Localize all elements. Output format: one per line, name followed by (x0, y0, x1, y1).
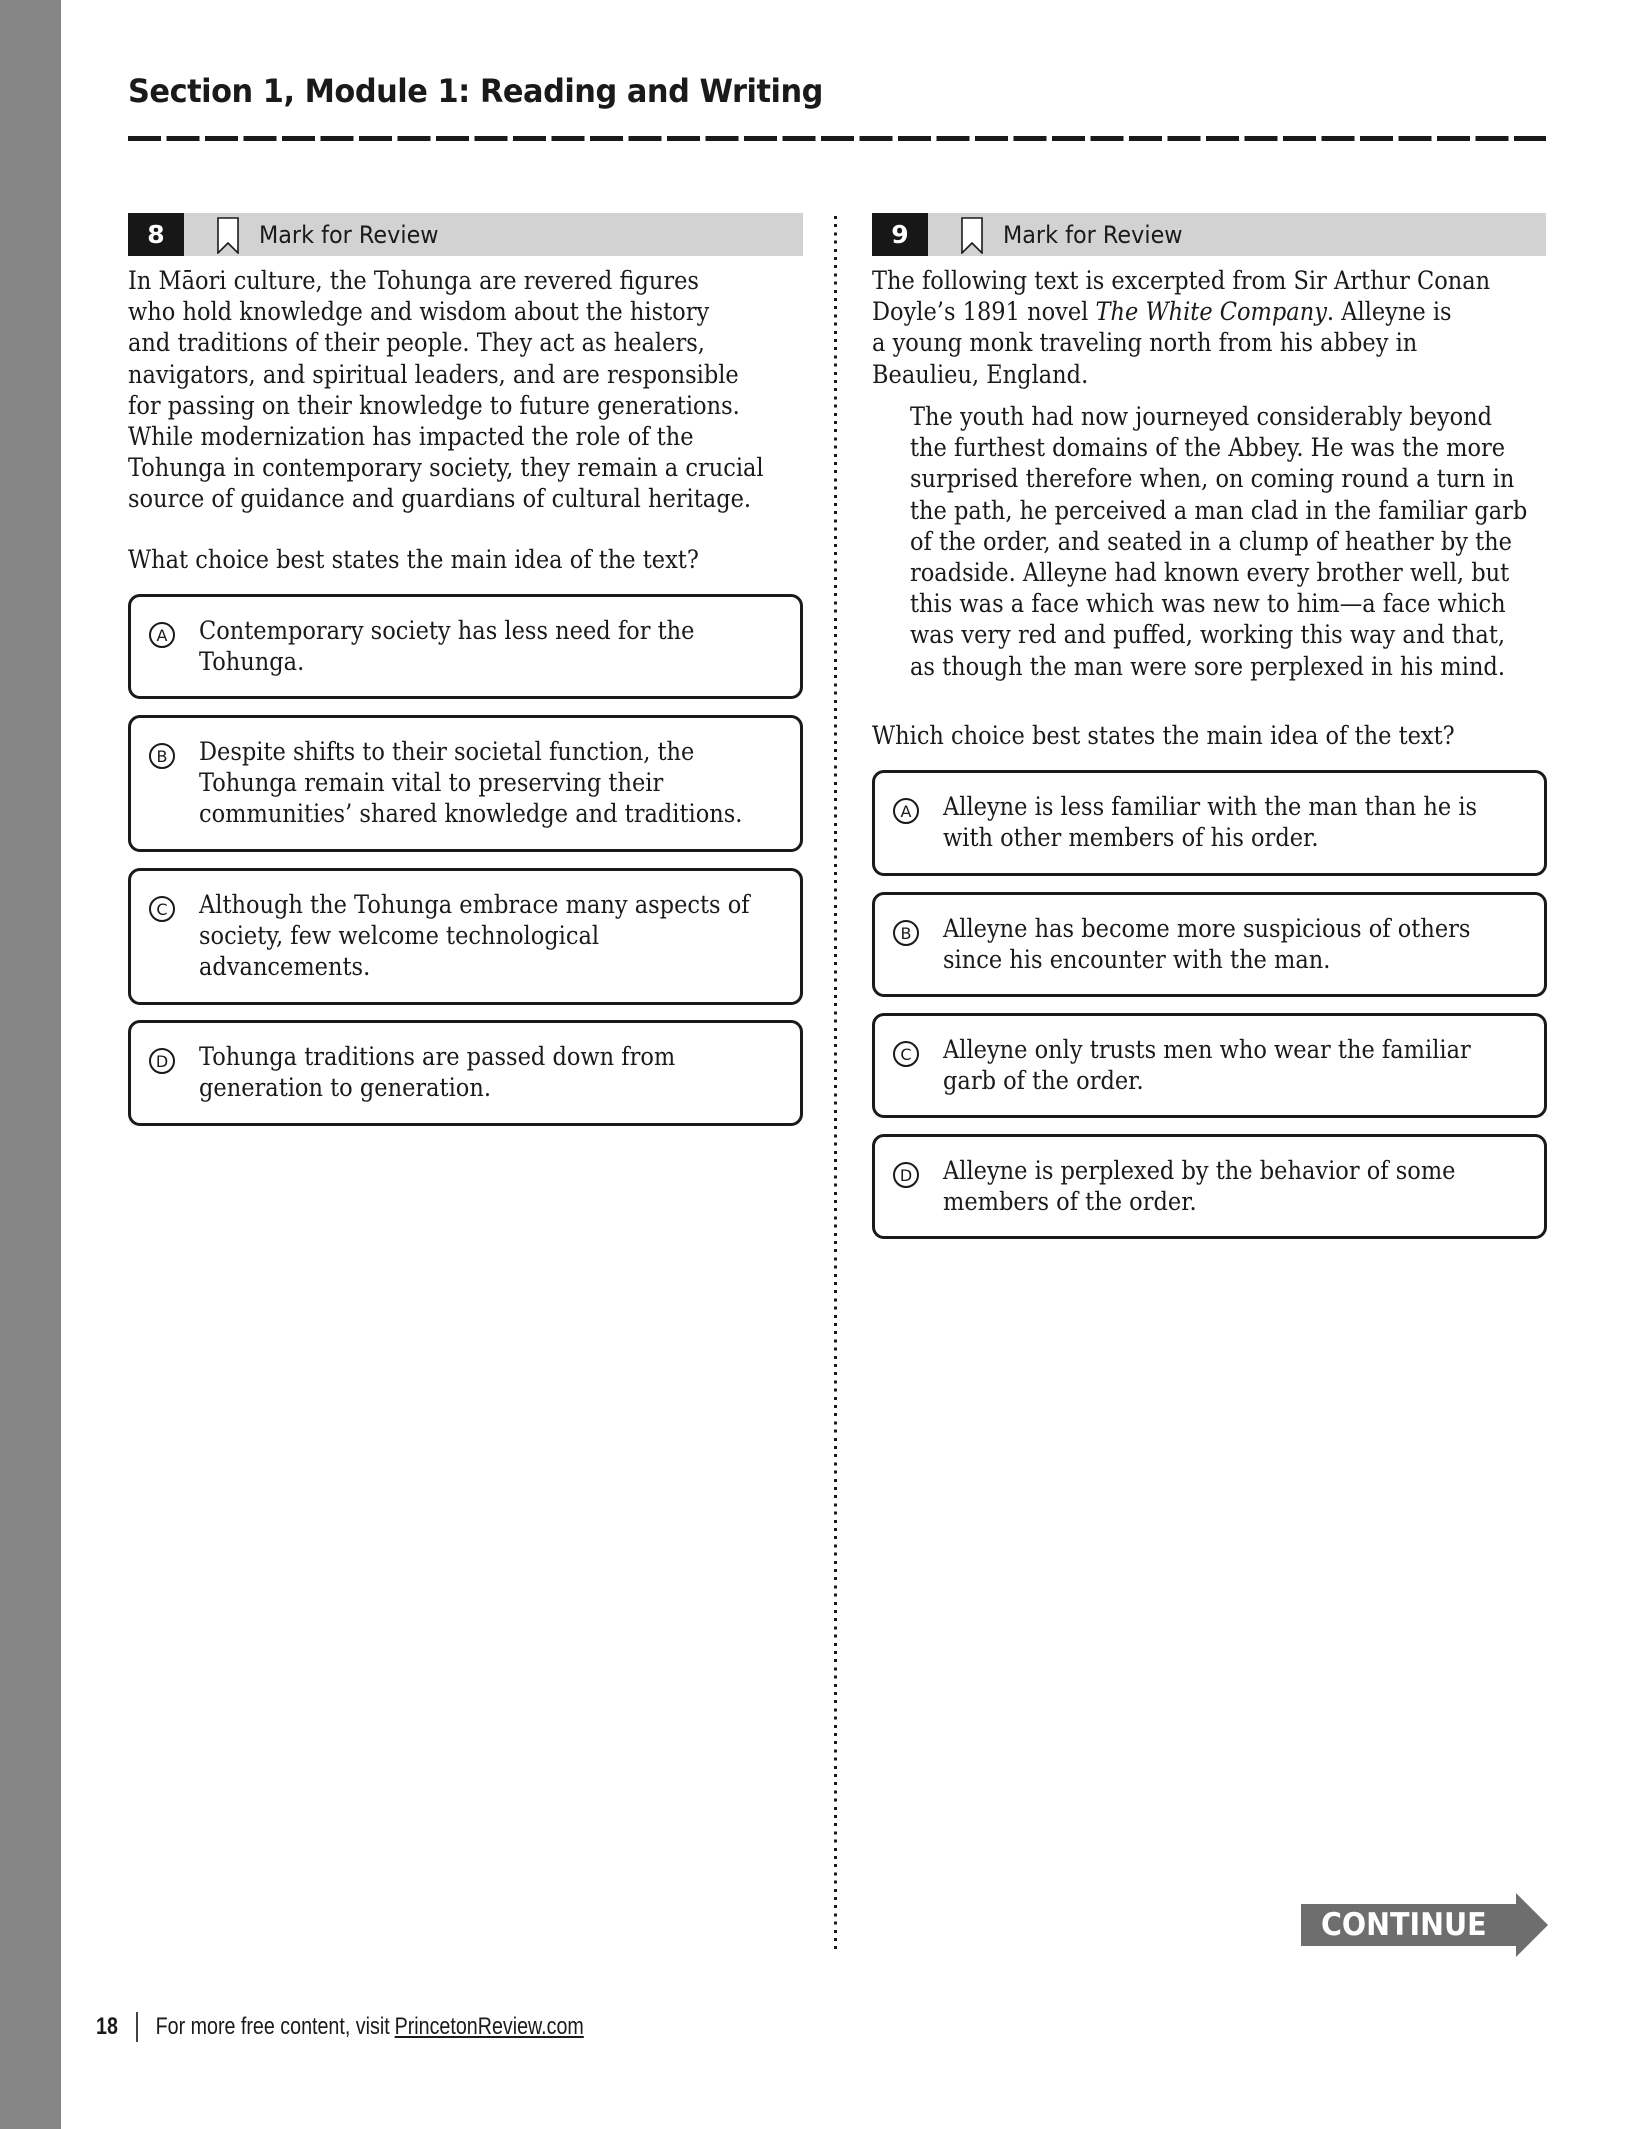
choice-line: Tohunga. (199, 647, 305, 677)
intro-text: a young monk traveling north from his abbey in (872, 328, 1418, 358)
excerpt-line: of the order, and seated in a clump of heather by the (910, 526, 1512, 556)
choice-letter-b-icon: B (893, 920, 919, 946)
excerpt-line: was very red and puffed, working this way and that, (910, 620, 1506, 650)
page-edge-sidebar (0, 0, 61, 2129)
choice-d[interactable] (872, 1134, 1547, 1239)
choice-line: generation to generation. (199, 1073, 491, 1103)
choice-line: with other members of his order. (943, 823, 1319, 853)
princeton-review-link[interactable]: PrincetonReview.com (394, 2013, 584, 2040)
question-number: 9 (872, 213, 928, 256)
question-8-prompt: What choice best states the main idea of the text? (128, 545, 699, 574)
passage-line: who hold knowledge and wisdom about the history (128, 297, 710, 327)
choice-text (199, 1041, 675, 1103)
choice-text (199, 736, 742, 830)
excerpt-line: the path, he perceived a man clad in the familiar garb (910, 495, 1528, 525)
choice-b[interactable] (128, 715, 803, 852)
passage-line: In Māori culture, the Tohunga are revered figures (128, 266, 699, 295)
choice-line: Alleyne only trusts men who wear the familiar (943, 1035, 1471, 1064)
question-9-intro (872, 265, 1490, 390)
choice-text (943, 1155, 1455, 1217)
excerpt-line: surprised therefore when, on coming round a turn in (910, 464, 1515, 494)
choice-line: garb of the order. (943, 1066, 1144, 1096)
choice-letter-c-icon: C (893, 1041, 919, 1067)
mark-for-review-button[interactable]: Mark for Review (1003, 221, 1183, 249)
question-8-header (128, 213, 803, 256)
intro-line (872, 265, 1490, 296)
intro-text: The following text is excerpted from Sir Arthur Conan (872, 266, 1491, 295)
choice-letter-d-icon: D (149, 1048, 175, 1074)
passage-line: While modernization has impacted the role of the (128, 422, 694, 452)
intro-line (872, 296, 1490, 327)
choice-line: communities’ shared knowledge and traditions. (199, 799, 743, 829)
choice-letter-d-icon: D (893, 1162, 919, 1188)
choice-letter-a-icon: A (893, 798, 919, 824)
choice-line: society, few welcome technological (199, 921, 600, 951)
column-divider (834, 216, 837, 1950)
intro-line (872, 327, 1490, 358)
choice-line: Although the Tohunga embrace many aspects of (199, 890, 750, 919)
choice-text (199, 615, 694, 677)
page-title: Section 1, Module 1: Reading and Writing (128, 72, 823, 110)
passage-line: for passing on their knowledge to future generations. (128, 390, 740, 420)
choice-line: Alleyne is perplexed by the behavior of some (943, 1156, 1456, 1185)
excerpt-line: roadside. Alleyne had known every brother well, but (910, 558, 1510, 588)
excerpt-line: as though the man were sore perplexed in his mind. (910, 651, 1505, 681)
question-9-prompt: Which choice best states the main idea of the text? (872, 721, 1455, 750)
choice-a[interactable] (128, 594, 803, 699)
intro-line (872, 359, 1490, 390)
page-footer (96, 2010, 584, 2044)
choice-line: advancements. (199, 952, 371, 982)
question-9-excerpt (910, 401, 1527, 682)
choice-line: since his encounter with the man. (943, 945, 1331, 975)
choice-line: Tohunga traditions are passed down from (199, 1042, 676, 1071)
continue-label: CONTINUE (1321, 1907, 1487, 1943)
intro-text: Doyle’s 1891 novel (872, 297, 1096, 327)
choice-text (943, 1034, 1471, 1096)
page-number: 18 (96, 2013, 118, 2040)
intro-text: Beaulieu, England. (872, 359, 1089, 389)
choice-letter-a-icon: A (149, 622, 175, 648)
bookmark-icon[interactable] (961, 217, 983, 254)
choice-letter-c-icon: C (149, 896, 175, 922)
mark-for-review-button[interactable]: Mark for Review (259, 221, 439, 249)
choice-text (943, 791, 1477, 853)
passage-line: and traditions of their people. They act as healers, (128, 328, 705, 358)
excerpt-line: The youth had now journeyed considerably beyond (910, 402, 1493, 431)
choice-text (199, 889, 750, 983)
choice-line: Alleyne has become more suspicious of others (943, 914, 1471, 943)
choice-line: Despite shifts to their societal function, the (199, 737, 695, 766)
excerpt-line: this was a face which was new to him—a face which (910, 589, 1506, 619)
novel-title: The White Company (1095, 297, 1327, 327)
passage-line: Tohunga in contemporary society, they remain a crucial (128, 453, 764, 483)
choice-line: Alleyne is less familiar with the man than he is (943, 792, 1478, 821)
choice-c[interactable] (128, 868, 803, 1005)
passage-line: navigators, and spiritual leaders, and are responsible (128, 359, 739, 389)
continue-button[interactable] (1301, 1893, 1549, 1957)
question-9-header (872, 213, 1546, 256)
choice-letter-b-icon: B (149, 743, 175, 769)
excerpt-line: the furthest domains of the Abbey. He was the more (910, 433, 1506, 463)
choice-line: Contemporary society has less need for the (199, 616, 695, 645)
passage-line: source of guidance and guardians of cultural heritage. (128, 484, 752, 514)
title-dashed-rule (128, 136, 1546, 141)
choice-d[interactable] (128, 1020, 803, 1126)
footer-divider (136, 2012, 138, 2042)
choice-b[interactable] (872, 892, 1547, 997)
bookmark-icon[interactable] (217, 217, 239, 254)
intro-text: . Alleyne is (1326, 297, 1452, 327)
choice-a[interactable] (872, 770, 1547, 876)
choice-text (943, 913, 1470, 975)
question-number: 8 (128, 213, 184, 256)
footer-text: For more free content, visit (155, 2013, 390, 2040)
choice-line: members of the order. (943, 1187, 1197, 1217)
choice-c[interactable] (872, 1013, 1547, 1118)
choice-line: Tohunga remain vital to preserving their (199, 768, 664, 798)
question-8-passage (128, 265, 764, 515)
